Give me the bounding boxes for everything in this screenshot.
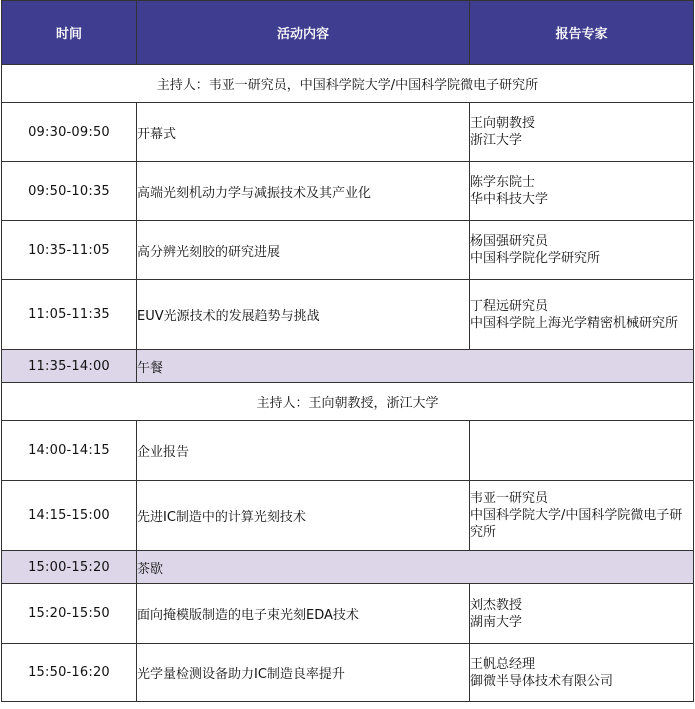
activity-cell: 面向掩模版制造的电子束光刻EDA技术: [137, 584, 470, 644]
session-host-row: [2, 383, 694, 421]
activity-cell: 先进IC制造中的计算光刻技术: [137, 481, 470, 551]
table-row: [2, 221, 694, 280]
time-cell: 14:00-14:15: [2, 421, 137, 481]
activity-cell: 企业报告: [137, 421, 470, 481]
speaker-name: 刘杰教授: [470, 597, 523, 613]
activity-cell: 开幕式: [137, 103, 470, 162]
table-row: [2, 644, 694, 702]
table-row: [2, 421, 694, 481]
speaker-affiliation: 浙江大学: [470, 133, 523, 148]
time-cell: 10:35-11:05: [2, 221, 137, 280]
activity-cell: 高分辨光刻胶的研究进展: [137, 221, 470, 280]
time-cell: 11:05-11:35: [2, 280, 137, 350]
header-time: 时间: [2, 1, 137, 65]
table-row: [2, 280, 694, 350]
table-row: [2, 481, 694, 551]
break-label: 茶歇: [137, 551, 694, 584]
break-row: [2, 551, 694, 584]
time-cell: 09:30-09:50: [2, 103, 137, 162]
session-host: 主持人：王向朝教授，浙江大学: [2, 383, 694, 421]
speaker-cell: [470, 644, 694, 702]
speaker-name: 陈学东院士: [470, 175, 536, 190]
header-speaker: 报告专家: [470, 1, 694, 65]
time-cell: 11:35-14:00: [2, 350, 137, 383]
break-row: [2, 350, 694, 383]
time-cell: 15:20-15:50: [2, 584, 137, 644]
speaker-affiliation: 中国科学院上海光学精密机械研究所: [470, 315, 679, 331]
agenda-table: [1, 0, 694, 702]
speaker-name: 韦亚一研究员: [470, 491, 549, 506]
activity-cell: EUV光源技术的发展趋势与挑战: [137, 280, 470, 350]
speaker-affiliation: 中国科学院化学研究所: [470, 251, 601, 266]
speaker-cell: [470, 584, 694, 644]
speaker-cell: [470, 162, 694, 221]
break-label: 午餐: [137, 350, 694, 383]
speaker-cell: [470, 103, 694, 162]
speaker-cell: [470, 221, 694, 280]
header-row: [2, 1, 694, 65]
speaker-affiliation: 华中科技大学: [470, 192, 549, 207]
table-row: [2, 103, 694, 162]
speaker-affiliation: 御微半导体技术有限公司: [470, 673, 614, 689]
time-cell: 15:00-15:20: [2, 551, 137, 584]
header-activity: 活动内容: [137, 1, 470, 65]
speaker-affiliation: 中国科学院大学/中国科学院微电子研究所: [470, 508, 683, 540]
activity-cell: 光学量检测设备助力IC制造良率提升: [137, 644, 470, 702]
time-cell: 15:50-16:20: [2, 644, 137, 702]
activity-cell: 高端光刻机动力学与减振技术及其产业化: [137, 162, 470, 221]
speaker-cell: [470, 280, 694, 350]
speaker-name: 杨国强研究员: [470, 234, 549, 249]
session-host: 主持人：韦亚一研究员，中国科学院大学/中国科学院微电子研究所: [2, 65, 694, 103]
speaker-name: 王向朝教授: [470, 116, 536, 131]
session-host-row: [2, 65, 694, 103]
speaker-cell: [470, 481, 694, 551]
time-cell: 09:50-10:35: [2, 162, 137, 221]
table-row: [2, 584, 694, 644]
speaker-cell: [470, 421, 694, 481]
speaker-name: 丁程远研究员: [470, 298, 549, 314]
speaker-name: 王帆总经理: [470, 656, 536, 672]
table-row: [2, 162, 694, 221]
speaker-affiliation: 湖南大学: [470, 614, 523, 630]
time-cell: 14:15-15:00: [2, 481, 137, 551]
